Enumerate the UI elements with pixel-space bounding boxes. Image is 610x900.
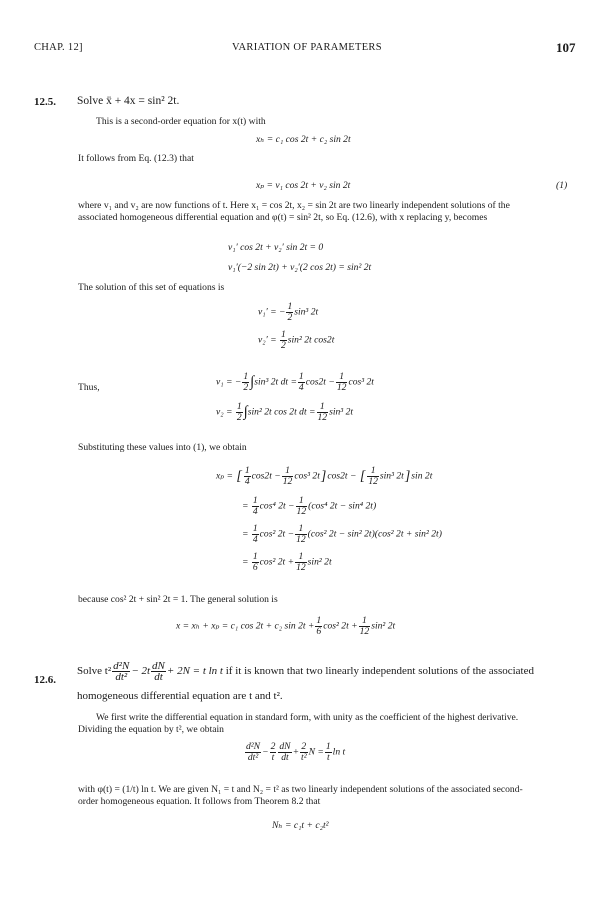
p12-5-subst: Substituting these values into (1), we obtain bbox=[78, 442, 247, 453]
eq-v1-prime: v₁′ = − $\frac{1}{2}$ sin³ 2t bbox=[258, 301, 319, 323]
p12-5-intro: This is a second-order equation for x(t) with bbox=[96, 116, 266, 127]
eq-v2-prime: v₂′ = $\frac{1}{2}$ sin² 2t cos2t bbox=[258, 329, 335, 351]
p12-6-intro-1: We first write the differential equation in standard form, with unity as the coefficient of the highest derivative. bbox=[96, 712, 519, 723]
eq-xp-line1: xₚ = [ $\frac{1}{4}$ cos2t − $\frac{1}{12}$ cos³ 2t]cos2t − [ $\frac{1}{12}$ sin³ 2t]sin 2t bbox=[216, 465, 433, 487]
eq-v2: v₂ = $\frac{1}{2}$ ∫sin² 2t cos 2t dt = $\frac{1}{12}$ sin³ 2t bbox=[216, 401, 354, 423]
problem-number-12-6: 12.6. bbox=[34, 674, 56, 686]
p12-5-follows: It follows from Eq. (12.3) that bbox=[78, 153, 194, 164]
eq-v1: v₁ = − $\frac{1}{2}$ ∫sin³ 2t dt = $\frac{1}{4}$ cos2t − $\frac{1}{12}$ cos³ 2t bbox=[216, 371, 374, 393]
p12-6-intro-2: Dividing the equation by t², we obtain bbox=[78, 724, 224, 735]
eq-xp-line2: = $\frac{1}{4}$ cos⁴ 2t − $\frac{1}{12}$ (cos⁴ 2t − sin⁴ 2t) bbox=[242, 495, 377, 517]
chapter-label: CHAP. 12] bbox=[34, 42, 83, 53]
p12-5-where-2: associated homogeneous differential equation and φ(t) = sin² 2t, so Eq. (12.6), with x replacing y, becomes bbox=[78, 212, 488, 223]
eq-general-solution: x = xₕ + xₚ = c₁ cos 2t + c₂ sin 2t + $\frac{1}{6}$ cos² 2t + $\frac{1}{12}$ sin² 2t bbox=[176, 615, 396, 637]
page-number: 107 bbox=[556, 40, 576, 55]
eq-standard-form: $\frac{\text{d²N}}{\text{dt²}}$ − $\frac{2}{t}$ $\frac{dN}{dt}$ + $\frac{2}{\text{t²}}$ N = $\frac{1}{t}$ ln t bbox=[246, 741, 346, 763]
p12-6-with-1: with φ(t) = (1/t) ln t. We are given N₁ = t and N₂ = t² as two linearly independent solutions of the associated second- bbox=[78, 784, 523, 795]
running-title: VARIATION OF PARAMETERS bbox=[232, 42, 382, 53]
problem-number-12-5: 12.5. bbox=[34, 96, 56, 108]
problem-12-6-statement-2: homogeneous differential equation are t and t². bbox=[77, 690, 283, 702]
eq-xp-tag: (1) bbox=[556, 180, 568, 191]
eq-xp-line3: = $\frac{1}{4}$ cos² 2t − $\frac{1}{12}$ (cos² 2t − sin² 2t)(cos² 2t + sin² 2t) bbox=[242, 523, 442, 545]
eq-xp: xₚ = v₁ cos 2t + v₂ sin 2t bbox=[256, 180, 351, 191]
p12-5-because: because cos² 2t + sin² 2t = 1. The general solution is bbox=[78, 594, 278, 605]
thus-label: Thus, bbox=[78, 382, 100, 393]
eq-xp-line4: = $\frac{1}{6}$ cos² 2t + $\frac{1}{12}$ sin² 2t bbox=[242, 551, 332, 573]
eq-Nh: Nₕ = c₁t + c₂t² bbox=[272, 820, 329, 831]
system-eq-2: v₁′(−2 sin 2t) + v₂′(2 cos 2t) = sin² 2t bbox=[228, 262, 372, 273]
p12-5-solution-intro: The solution of this set of equations is bbox=[78, 282, 225, 293]
p12-5-where-1: where v₁ and v₂ are now functions of t. Here x₁ = cos 2t, x₂ = sin 2t are two linearly independent solutions of the bbox=[78, 200, 510, 211]
eq-xh: xₕ = c₁ cos 2t + c₂ sin 2t bbox=[256, 134, 351, 145]
problem-12-6-statement: Solve t² $\frac{\text{d²N}}{\text{dt²}}$ − 2t $\frac{dN}{dt}$ + 2N = t ln t if it is known that two linearly independent solutions of the associated bbox=[77, 660, 534, 683]
system-eq-1: v₁′ cos 2t + v₂′ sin 2t = 0 bbox=[228, 242, 324, 253]
problem-12-5-statement: Solve ẍ + 4x = sin² 2t. bbox=[77, 95, 180, 107]
p12-6-with-2: order homogeneous equation. It follows from Theorem 8.2 that bbox=[78, 796, 321, 807]
